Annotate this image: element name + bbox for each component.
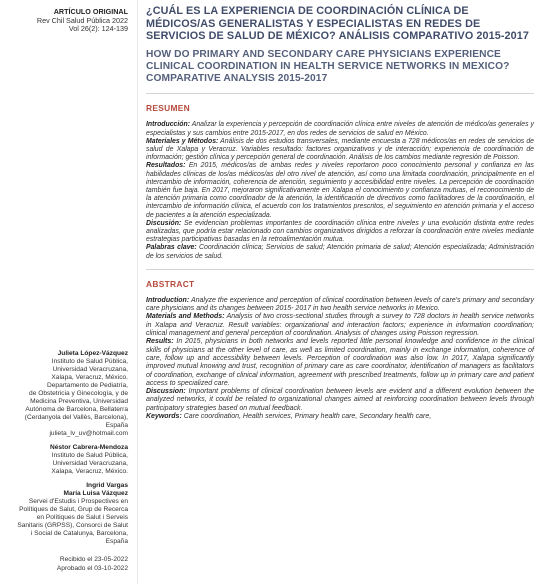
- title-english: HOW DO PRIMARY AND SECONDARY CARE PHYSICIANS EXPERIENCE CLINICAL COORDINATION IN HEALTH SERVICE NETWORKS IN MEXICO? COMPARATIVE ANALYSIS 2015-2017: [146, 48, 510, 85]
- abstract-paragraph: [146, 313, 534, 338]
- article-meta: [37, 8, 128, 34]
- paragraph-label: Results:: [146, 338, 174, 346]
- author-entry: [0, 490, 128, 546]
- author-affiliation-line: Autónoma de Barcelona, Bellaterra: [25, 406, 128, 413]
- author-affiliation-line: i Social de Catalunya, Barcelona,: [30, 530, 128, 537]
- author-affiliation-line: Instituto de Salud Pública,: [51, 358, 128, 365]
- article-dates: [57, 556, 128, 573]
- resumen-body: [146, 121, 534, 260]
- title-spanish: ¿CUÁL ES LA EXPERIENCIA DE COORDINACIÓN CLÍNICA DE MÉDICOS/AS GENERALISTAS Y ESPECIALISTAS EN REDES DE SERVICIOS DE SALUD DE MÉXICO? ANÁLISIS COMPARATIVO 2015-2017: [146, 5, 529, 43]
- resumen-paragraph: [146, 162, 534, 219]
- author-affiliation-line: Medicina Preventiva, Universidad: [30, 398, 128, 405]
- paragraph-text: Care coordination, Health services, Primary health care, Secondary health care,: [181, 413, 432, 420]
- author-name: María Luisa Vázquez: [63, 490, 128, 497]
- paragraph-label: Discussion:: [146, 388, 186, 396]
- abstract-body: [146, 297, 534, 421]
- author-affiliation-line: Polítiques de Salut, Grup de Recerca: [19, 506, 128, 513]
- author-affiliation-line: Universidad Veracruzana,: [52, 460, 128, 467]
- author-affiliation-line: España: [105, 538, 128, 545]
- paragraph-label: Materiales y Métodos:: [146, 137, 219, 145]
- abstract-paragraph: [146, 297, 534, 314]
- author-affiliation-line: Instituto de Salud Pública,: [51, 452, 128, 459]
- journal-volume: Vol 26(2): 124-139: [68, 24, 128, 34]
- author-affiliation-line: Xalapa, Veracruz, México.: [51, 468, 128, 475]
- paragraph-label: Resultados:: [146, 162, 186, 170]
- paragraph-text: Important problems of clinical coordination between levels are evident and a different evolution between the analyzed networks, it could be related to organizational changes aimed at reinforcing coordination between levels through participatory strategies based on mutual feedback.: [146, 388, 534, 412]
- author-name: Néstor Cabrera-Mendoza: [49, 444, 128, 451]
- abstract-heading: ABSTRACT: [146, 278, 195, 289]
- author-affiliation-line: España: [105, 422, 128, 429]
- author-affiliation-line: julieta_lv_uv@hotmail.com: [49, 430, 128, 437]
- paragraph-label: Materials and Methods:: [146, 313, 225, 321]
- author-affiliation-line: Sanitaris (GRPSS), Consorci de Salut: [17, 522, 128, 529]
- author-affiliation-line: Servei d'Estudis i Prospectives en: [28, 498, 128, 505]
- approved-date: Aprobado el 03-10-2022: [56, 564, 128, 572]
- section-divider: [146, 269, 534, 270]
- resumen-heading: RESUMEN: [146, 103, 190, 114]
- author-affiliation-line: (Cerdanyola del Vallès, Barcelona),: [24, 414, 128, 421]
- paragraph-label: Discusión:: [146, 219, 182, 227]
- paragraph-text: Análisis de dos estudios transversales, mediante encuesta a 728 médicos/as en redes de servicios de salud de Xalapa y Veracruz. Variables resultado: factores organizativos y de interacción; experiencia de coordinación de información; gestión clínica y percepción general de coordinación. Análisis de los cambios mediante regresión de Poisson.: [146, 137, 534, 162]
- journal-name: Rev Chil Salud Pública 2022: [36, 15, 128, 25]
- abstract-paragraph: [146, 413, 534, 421]
- author-affiliation-line: Universidad Veracruzana,: [52, 366, 128, 373]
- resumen-paragraph: [146, 244, 534, 260]
- main-column: [146, 5, 534, 421]
- column-divider: [137, 0, 138, 584]
- paragraph-label: Introduction:: [146, 296, 190, 304]
- author-affiliation-line: Xalapa, Veracruz, México.: [51, 374, 128, 381]
- paragraph-text: In 2015, physicians in both networks and levels reported little personal knowledge and confidence in the clinical skills of physicians at the other level of care, as well as limited coordination, mainly in exchange information, coherence of care, follow up and accessibility between levels. Perception of coordination was also low. In 2017, Xalapa significantly improved mutual knowing and trust, recognition of primary care as care coordinator, identification of managers as facilitators of coordination, exchange of clinical information, agreement with prescribed treatments, follow up in primary care and patient access to specialized care.: [146, 338, 534, 387]
- author-name: Ingrid Vargas: [86, 482, 128, 489]
- author-entry: [0, 444, 128, 476]
- resumen-paragraph: [146, 121, 534, 137]
- resumen-paragraph: [146, 220, 534, 245]
- author-name: Julieta López-Vázquez: [57, 350, 128, 357]
- author-affiliation-line: Departamento de Pediatría,: [46, 382, 128, 389]
- paragraph-text: En 2015, médicos/as de ambas redes y niveles reportaron poco conocimiento personal y confianza en las habilidades clínicas de los/as médicos/as del otro nivel de atención, así como una limitada coordinación, principalmente en el intercambio de información, coherencia de atención, seguimiento y accesibilidad entre niveles. La percepción de coordinación también fue baja. En 2017, mejoraron significativamente en Xalapa el conocimiento y confianza mutuas, el reconocimiento de la atención primaria como coordinador de la atención, la identificación de directivos como facilitadores de la coordinación, el intercambio de información clínica, el acuerdo con los tratamientos prescritos, el seguimiento en atención primaria y el acceso de pacientes a la atención especializada.: [146, 162, 534, 219]
- author-affiliation-line: de Obstetricia y Ginecología, y de: [29, 390, 128, 397]
- paragraph-text: Coordinación clínica; Servicios de salud; Atención primaria de salud; Atención especializada; Administración de los servicios de salud.: [146, 244, 534, 260]
- author-affiliation-line: en Polítiques de Salut i Serveis: [36, 514, 128, 521]
- paragraph-label: Keywords:: [146, 413, 182, 420]
- author-entry: [0, 482, 128, 490]
- author-entry: [0, 350, 128, 438]
- paragraph-text: Analizar la experiencia y percepción de coordinación clínica entre niveles de atención de médico/as generales y especialistas y sus cambios entre 2015-2017, en dos redes de servicios de salud en México.: [146, 121, 534, 137]
- paragraph-text: Analysis of two cross-sectional studies through a survey to 728 doctors in health service networks in Xalapa and Veracruz. Result variables: organizational and interaction factors; experience in information coordination; clinical management and general perception of coordination. Analysis of changes using Poisson regression.: [146, 313, 535, 338]
- received-date: Recibido el 23-05-2022: [59, 556, 128, 563]
- abstract-paragraph: [146, 388, 534, 413]
- author-list: [0, 350, 128, 552]
- left-sidebar: [0, 0, 132, 584]
- abstract-paragraph: [146, 338, 534, 388]
- paragraph-label: Palabras clave:: [146, 244, 197, 252]
- resumen-paragraph: [146, 138, 534, 163]
- section-divider: [146, 93, 534, 94]
- article-type: ARTÍCULO ORIGINAL: [53, 7, 128, 16]
- paragraph-text: Analyze the experience and perception of clinical coordination between levels of care's primary and secondary care physicians and its changes between 2015- 2017 in two health service networks in Mexico.: [146, 296, 534, 313]
- paragraph-label: Introducción:: [146, 121, 191, 129]
- paragraph-text: Se evidencian problemas importantes de coordinación clínica entre niveles y una evolución distinta entre redes analizadas, que podría estar relacionado con cambios organizativos dirigidos a reforzar la coordinación entre niveles mediante estrategias participativas basadas en la retroalimentación mutua.: [146, 219, 534, 244]
